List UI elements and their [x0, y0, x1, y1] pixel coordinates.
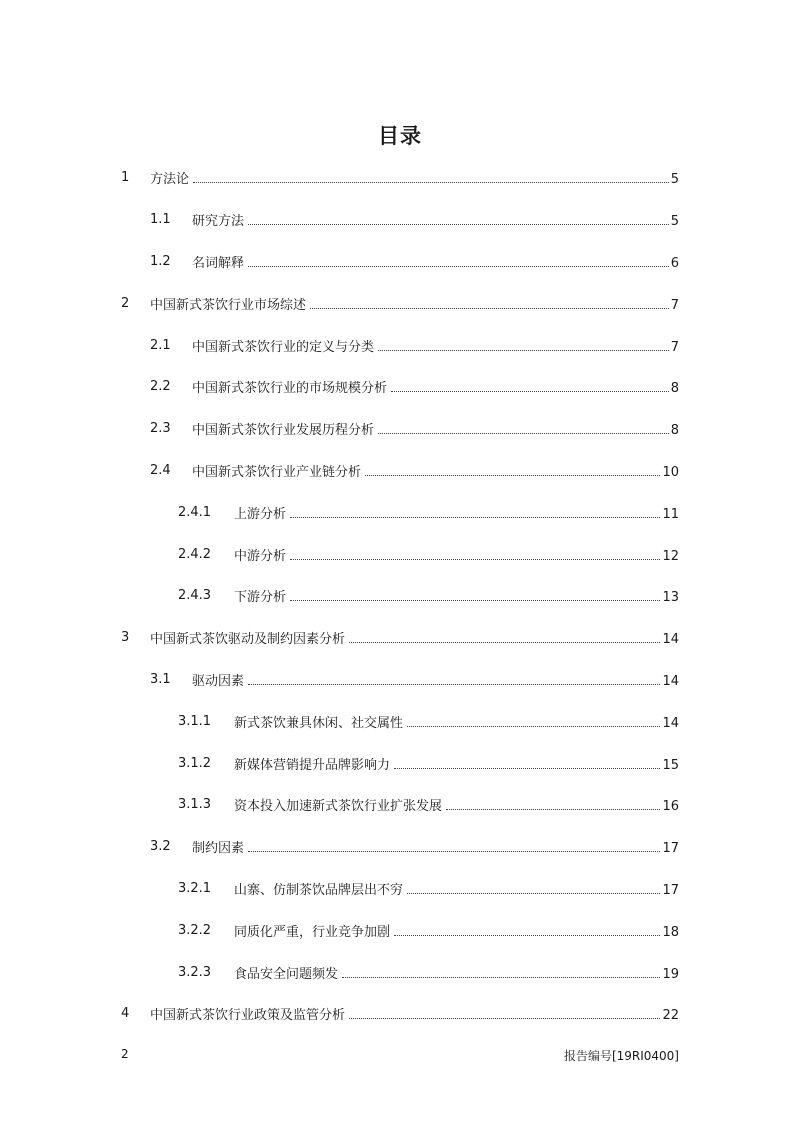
toc-entry-body — [234, 586, 679, 605]
toc-entry[interactable] — [0, 241, 800, 283]
toc-entry-page-number: 5 — [670, 214, 679, 230]
toc-dot-leader — [248, 266, 669, 267]
toc-entry-number: 2.4.1 — [178, 504, 212, 520]
toc-dot-leader — [378, 433, 669, 434]
toc-entry-title[interactable]: 中国新式茶饮行业的市场规模分析 — [192, 381, 388, 397]
footer-page-number: 2 — [121, 1047, 129, 1061]
toc-entry[interactable] — [0, 951, 800, 993]
toc-entry-title[interactable]: 食品安全问题频发 — [234, 966, 339, 982]
toc-entry-page-number: 13 — [662, 590, 679, 606]
toc-entry-page-number: 7 — [670, 339, 679, 355]
toc-entry-number: 2.4 — [150, 462, 171, 478]
toc-entry[interactable] — [0, 408, 800, 450]
toc-entry-title[interactable]: 中国新式茶饮行业市场综述 — [150, 297, 307, 313]
footer-report-id: 报告编号[19RI0400] — [563, 1049, 679, 1063]
toc-entry-body — [234, 879, 679, 898]
toc-entry-page-number: 8 — [670, 381, 679, 397]
toc-entry-body — [150, 294, 679, 313]
toc-entry-number: 3.1 — [150, 671, 171, 687]
toc-entry[interactable] — [0, 700, 800, 742]
toc-entry[interactable] — [0, 491, 800, 533]
toc-entry[interactable] — [0, 826, 800, 868]
toc-entry-body — [192, 377, 679, 396]
toc-entry-title[interactable]: 研究方法 — [192, 214, 245, 230]
toc-dot-leader — [407, 893, 660, 894]
toc-dot-leader — [290, 600, 660, 601]
toc-entry-title[interactable]: 方法论 — [150, 172, 190, 188]
toc-dot-leader — [446, 809, 660, 810]
toc-entry-title[interactable]: 中国新式茶饮行业产业链分析 — [192, 464, 362, 480]
toc-entry-title[interactable]: 驱动因素 — [192, 673, 245, 689]
toc-entry-page-number: 22 — [662, 1008, 679, 1024]
toc-entry[interactable] — [0, 659, 800, 701]
toc-entry-title[interactable]: 资本投入加速新式茶饮行业扩张发展 — [234, 799, 443, 815]
toc-entry-body — [192, 336, 679, 355]
toc-dot-leader — [349, 642, 660, 643]
toc-entry[interactable] — [0, 366, 800, 408]
toc-entry-body — [192, 461, 679, 480]
toc-entry-number: 1.1 — [150, 212, 171, 228]
toc-dot-leader — [391, 391, 669, 392]
toc-entry-title[interactable]: 名词解释 — [192, 255, 245, 271]
toc-entry-number: 3.2.2 — [178, 922, 212, 938]
toc-entry-body — [150, 1004, 679, 1023]
toc-dot-leader — [248, 851, 660, 852]
toc-dot-leader — [349, 1018, 660, 1019]
toc-dot-leader — [394, 935, 660, 936]
toc-entry-page-number: 17 — [662, 841, 679, 857]
toc-dot-leader — [342, 977, 660, 978]
toc-entry-number: 3.1.1 — [178, 713, 212, 729]
toc-entry-page-number: 16 — [662, 799, 679, 815]
toc-entry[interactable] — [0, 157, 800, 199]
toc-entry-body — [234, 712, 679, 731]
page-title: 目录 — [378, 124, 422, 148]
toc-entry-body — [150, 628, 679, 647]
toc-entry-title[interactable]: 中国新式茶饮行业的定义与分类 — [192, 339, 375, 355]
toc-entry-body — [234, 545, 679, 564]
toc-entry-page-number: 17 — [662, 882, 679, 898]
toc-dot-leader — [248, 684, 660, 685]
toc-entry-title[interactable]: 新式茶饮兼具休闲、社交属性 — [234, 715, 404, 731]
toc-entry-title[interactable]: 中游分析 — [234, 548, 287, 564]
toc-dot-leader — [407, 726, 660, 727]
toc-entry-number: 3.2.1 — [178, 880, 212, 896]
toc-entry-number: 2 — [121, 295, 130, 311]
toc-entry-body — [234, 921, 679, 940]
toc-entry[interactable] — [0, 199, 800, 241]
toc-dot-leader — [310, 308, 669, 309]
toc-entry-number: 3.2.3 — [178, 964, 212, 980]
toc-entry-body — [234, 795, 679, 814]
toc-entry-body — [192, 670, 679, 689]
toc-dot-leader — [290, 517, 660, 518]
toc-entry[interactable] — [0, 450, 800, 492]
toc-entry-page-number: 14 — [662, 673, 679, 689]
toc-entry[interactable] — [0, 324, 800, 366]
toc-entry-page-number: 14 — [662, 632, 679, 648]
toc-entry[interactable] — [0, 868, 800, 910]
toc-entry-page-number: 11 — [662, 506, 679, 522]
toc-entry-number: 3.2 — [150, 839, 171, 855]
toc-entry-title[interactable]: 中国新式茶饮行业发展历程分析 — [192, 423, 375, 439]
toc-entry-number: 4 — [121, 1006, 130, 1022]
toc-entry-page-number: 18 — [662, 924, 679, 940]
toc-entry-page-number: 7 — [670, 297, 679, 313]
toc-entry-number: 2.1 — [150, 337, 171, 353]
toc-entry-body — [192, 419, 679, 438]
toc-entry-page-number: 6 — [670, 255, 679, 271]
toc-entry-number: 3.1.2 — [178, 755, 212, 771]
toc-entry-body — [234, 963, 679, 982]
toc-dot-leader — [248, 224, 669, 225]
toc-entry[interactable] — [0, 784, 800, 826]
toc-entry-page-number: 8 — [670, 423, 679, 439]
toc-entry-title[interactable]: 上游分析 — [234, 506, 287, 522]
toc-dot-leader — [290, 559, 660, 560]
toc-entry-page-number: 15 — [662, 757, 679, 773]
toc-entry-title[interactable]: 同质化严重，行业竞争加剧 — [234, 924, 391, 940]
toc-entry-body — [192, 252, 679, 271]
toc-entry-title[interactable]: 新媒体营销提升品牌影响力 — [234, 757, 391, 773]
toc-entry-page-number: 14 — [662, 715, 679, 731]
toc-entry-body — [192, 837, 679, 856]
toc-entry[interactable] — [0, 575, 800, 617]
toc-entry-title[interactable]: 中国新式茶饮驱动及制约因素分析 — [150, 632, 346, 648]
toc-entry-number: 3.1.3 — [178, 797, 212, 813]
toc-entry-number: 1 — [121, 170, 130, 186]
toc-entry-page-number: 10 — [662, 464, 679, 480]
toc-entry-body — [192, 210, 679, 229]
toc-entry-body — [234, 754, 679, 773]
toc-entry-title[interactable]: 中国新式茶饮行业政策及监管分析 — [150, 1008, 346, 1024]
toc-entry-title[interactable]: 下游分析 — [234, 590, 287, 606]
toc-entry[interactable] — [0, 282, 800, 324]
toc-dot-leader — [394, 768, 660, 769]
toc-entry-number: 3 — [121, 630, 130, 646]
toc-dot-leader — [365, 475, 660, 476]
toc-entry-number: 2.4.3 — [178, 588, 212, 604]
toc-entry[interactable] — [0, 617, 800, 659]
toc-entry[interactable] — [0, 533, 800, 575]
toc-entry-page-number: 5 — [670, 172, 679, 188]
toc-dot-leader — [193, 182, 669, 183]
toc-entry-body — [234, 503, 679, 522]
toc-entry[interactable] — [0, 993, 800, 1035]
toc-entry[interactable] — [0, 909, 800, 951]
toc-entry-number: 2.4.2 — [178, 546, 212, 562]
toc-entry-page-number: 12 — [662, 548, 679, 564]
toc-entry-page-number: 19 — [662, 966, 679, 982]
toc-entry-number: 1.2 — [150, 253, 171, 269]
table-of-contents — [0, 157, 800, 1035]
toc-entry[interactable] — [0, 742, 800, 784]
toc-dot-leader — [378, 350, 669, 351]
toc-entry-title[interactable]: 制约因素 — [192, 841, 245, 857]
toc-entry-body — [150, 168, 679, 187]
toc-entry-number: 2.2 — [150, 379, 171, 395]
toc-entry-title[interactable]: 山寨、仿制茶饮品牌层出不穷 — [234, 882, 404, 898]
toc-entry-number: 2.3 — [150, 421, 171, 437]
